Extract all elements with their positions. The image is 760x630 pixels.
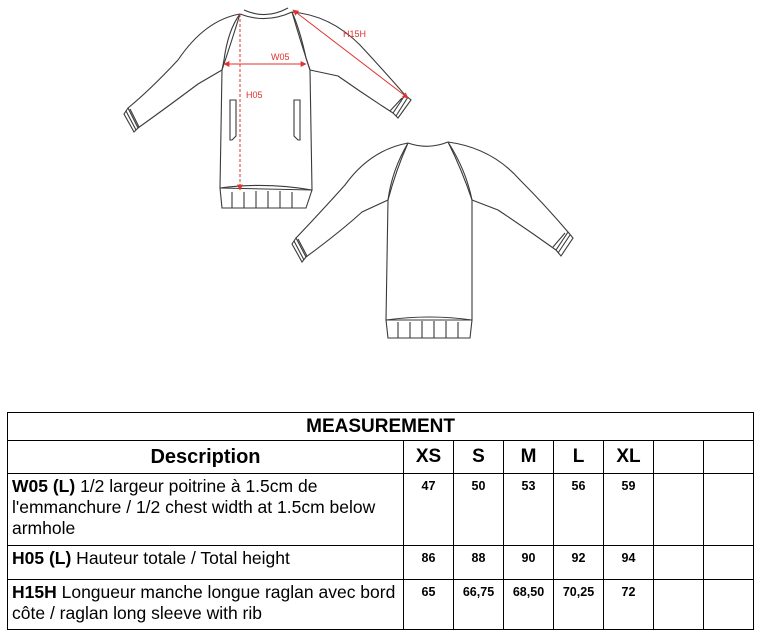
row-code: H15H <box>12 582 57 602</box>
size-header-s: S <box>454 441 504 474</box>
value-cell <box>654 580 704 630</box>
value-cell: 53 <box>504 474 554 546</box>
value-cell: 65 <box>404 580 454 630</box>
size-header-m: M <box>504 441 554 474</box>
value-cell <box>704 580 754 630</box>
size-header-l: L <box>554 441 604 474</box>
value-cell: 90 <box>504 546 554 580</box>
row-description <box>8 580 404 630</box>
value-cell: 88 <box>454 546 504 580</box>
value-cell: 70,25 <box>554 580 604 630</box>
chest-dimension-label: W05 <box>271 52 290 62</box>
row-description <box>8 474 404 546</box>
front-view-drawing <box>124 8 411 208</box>
value-cell: 86 <box>404 546 454 580</box>
table-header-row <box>8 441 754 474</box>
value-cell <box>654 474 704 546</box>
value-cell: 56 <box>554 474 604 546</box>
table-row <box>8 474 754 546</box>
value-cell <box>704 546 754 580</box>
table-row <box>8 546 754 580</box>
row-text: Hauteur totale / Total height <box>71 548 290 568</box>
value-cell: 72 <box>604 580 654 630</box>
table-title: MEASUREMENT <box>8 413 754 441</box>
row-code: W05 (L) <box>12 476 76 496</box>
size-header-xl: XL <box>604 441 654 474</box>
size-header-xs: XS <box>404 441 454 474</box>
value-cell: 68,50 <box>504 580 554 630</box>
value-cell <box>654 546 704 580</box>
size-header-empty-2 <box>704 441 754 474</box>
description-header: Description <box>8 441 404 474</box>
measurement-table <box>7 412 754 630</box>
value-cell: 47 <box>404 474 454 546</box>
back-view-drawing <box>292 142 573 338</box>
height-dimension-label: H05 <box>246 90 263 100</box>
dimension-lines <box>224 10 408 190</box>
value-cell: 94 <box>604 546 654 580</box>
row-text: 1/2 largeur poitrine à 1.5cm de l'emmanchure / 1/2 chest width at 1.5cm below armhole <box>12 476 376 538</box>
sleeve-dimension-label: H15H <box>343 29 367 39</box>
value-cell: 50 <box>454 474 504 546</box>
value-cell <box>704 474 754 546</box>
value-cell: 92 <box>554 546 604 580</box>
size-header-empty-1 <box>654 441 704 474</box>
row-code: H05 (L) <box>12 548 72 568</box>
row-text: Longueur manche longue raglan avec bord côte / raglan long sleeve with rib <box>12 582 396 623</box>
table-row <box>8 580 754 630</box>
value-cell: 59 <box>604 474 654 546</box>
row-description <box>8 546 404 580</box>
value-cell: 66,75 <box>454 580 504 630</box>
